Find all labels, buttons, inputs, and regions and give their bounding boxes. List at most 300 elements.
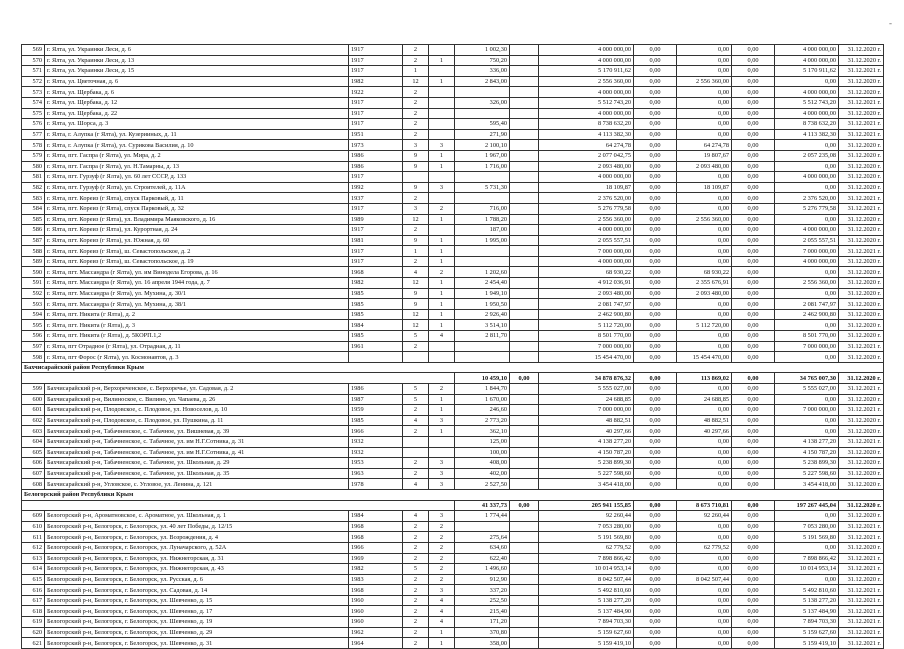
cell-deadline: 31.12.2020 г. [839, 182, 884, 193]
cell-fund-d: 5 159 627,60 [775, 627, 839, 638]
cell-total-cost: 4 150 787,20 [539, 447, 634, 458]
cell-address: г. Ялта, г. Алупка (г Ялта), ул. Сурикова Василия, д. 10 [45, 140, 349, 151]
table-row [22, 532, 884, 543]
cell-floors: 4 [403, 415, 429, 426]
cell-deadline: 31.12.2021 г. [839, 203, 884, 214]
cell-year-built: 1985 [349, 331, 403, 342]
cell-fund-a: 0,00 [634, 553, 677, 564]
total-deadline: 31.12.2020 г. [839, 500, 884, 511]
cell-fund-b: 0,00 [677, 246, 732, 257]
cell-year-built: 1986 [349, 384, 403, 395]
cell-extra [510, 426, 539, 437]
cell-year-built: 1937 [349, 193, 403, 204]
cell-row-number: 591 [22, 278, 45, 289]
cell-area: 125,00 [455, 436, 510, 447]
cell-row-number: 598 [22, 352, 45, 363]
cell-extra [510, 341, 539, 352]
cell-deadline: 31.12.2020 г. [839, 468, 884, 479]
cell-fund-c: 0,00 [732, 203, 775, 214]
cell-area: 326,00 [455, 97, 510, 108]
cell-fund-d: 2 462 900,80 [775, 309, 839, 320]
cell-entrances: 1 [429, 638, 455, 649]
cell-extra [510, 617, 539, 628]
table-row [22, 542, 884, 553]
cell-fund-a: 0,00 [634, 97, 677, 108]
cell-address: Белогорский р-н, Белогорск, г. Белогорск, ул. Возрождения, д. 4 [45, 532, 349, 543]
table-row [22, 45, 884, 56]
cell-total-cost: 92 260,44 [539, 511, 634, 522]
cell-address: г. Ялта, г. Алупка (г Ялта), ул. Кузерииных, д. 11 [45, 129, 349, 140]
cell-year-built: 1917 [349, 225, 403, 236]
cell-entrances [429, 66, 455, 77]
cell-fund-c: 0,00 [732, 606, 775, 617]
cell-extra [510, 299, 539, 310]
cell-address: г. Ялта, ул. Щербака, д. 22 [45, 108, 349, 119]
cell-floors: 3 [403, 203, 429, 214]
cell-area: 362,10 [455, 426, 510, 437]
cell-fund-d: 0,00 [775, 394, 839, 405]
cell-fund-d: 0,00 [775, 426, 839, 437]
cell-deadline: 31.12.2020 г. [839, 278, 884, 289]
cell-fund-d: 0,00 [775, 511, 839, 522]
cell-fund-d: 0,00 [775, 288, 839, 299]
cell-row-number: 597 [22, 341, 45, 352]
cell-fund-c: 0,00 [732, 140, 775, 151]
corner-mark: - [889, 18, 892, 28]
cell-fund-b: 2 556 360,00 [677, 76, 732, 87]
cell-row-number: 604 [22, 436, 45, 447]
cell-address: Белогорский р-н, Белогорск, г. Белогорск, ул. 40 лет Победы, д. 12/15 [45, 521, 349, 532]
cell-address: г. Ялта, пгт. Кореиз (г Ялта), ул. Южная, д. 60 [45, 235, 349, 246]
cell-year-built: 1922 [349, 87, 403, 98]
cell-year-built: 1962 [349, 627, 403, 638]
cell-year-built: 1985 [349, 415, 403, 426]
cell-entrances [429, 436, 455, 447]
cell-fund-c: 0,00 [732, 341, 775, 352]
cell-entrances: 2 [429, 384, 455, 395]
cell-fund-a: 0,00 [634, 214, 677, 225]
cell-fund-c: 0,00 [732, 394, 775, 405]
cell-fund-b: 64 274,78 [677, 140, 732, 151]
cell-year-built: 1987 [349, 394, 403, 405]
cell-entrances: 1 [429, 214, 455, 225]
cell-extra [510, 246, 539, 257]
cell-row-number: 585 [22, 214, 45, 225]
cell-fund-a: 0,00 [634, 606, 677, 617]
cell-row-number: 617 [22, 595, 45, 606]
cell-deadline: 31.12.2021 г. [839, 66, 884, 77]
cell-extra [510, 331, 539, 342]
cell-extra [510, 182, 539, 193]
cell-area: 622,40 [455, 553, 510, 564]
cell-floors: 9 [403, 235, 429, 246]
cell-fund-b: 68 930,22 [677, 267, 732, 278]
table-row [22, 352, 884, 363]
cell-row-number: 615 [22, 574, 45, 585]
cell-fund-d: 5 555 027,00 [775, 384, 839, 395]
cell-fund-b: 0,00 [677, 458, 732, 469]
cell-entrances: 3 [429, 468, 455, 479]
cell-row-number: 572 [22, 76, 45, 87]
cell-year-built: 1961 [349, 341, 403, 352]
table-row [22, 320, 884, 331]
cell-fund-a: 0,00 [634, 564, 677, 575]
cell-total-cost: 4 000 000,00 [539, 87, 634, 98]
cell-floors: 12 [403, 214, 429, 225]
cell-fund-b: 0,00 [677, 129, 732, 140]
cell-year-built: 1966 [349, 542, 403, 553]
cell-entrances: 4 [429, 331, 455, 342]
cell-fund-c: 0,00 [732, 574, 775, 585]
cell-extra [510, 638, 539, 649]
cell-fund-c: 0,00 [732, 426, 775, 437]
cell-year-built: 1959 [349, 405, 403, 416]
cell-address: Белогорский р-н, Белогорск, г. Белогорск, ул. Шевченко, д. 17 [45, 606, 349, 617]
cell-year-built: 1969 [349, 553, 403, 564]
cell-area: 187,00 [455, 225, 510, 236]
cell-fund-d: 5 138 277,20 [775, 595, 839, 606]
cell-fund-c: 0,00 [732, 267, 775, 278]
cell-deadline: 31.12.2021 г. [839, 341, 884, 352]
cell-fund-c: 0,00 [732, 595, 775, 606]
cell-area: 215,40 [455, 606, 510, 617]
cell-year-built: 1983 [349, 574, 403, 585]
cell-floors: 2 [403, 426, 429, 437]
cell-year-built: 1917 [349, 172, 403, 183]
cell-address: г. Ялта, пгт Форос (г Ялта), ул. Космонавтов, д. 3 [45, 352, 349, 363]
cell-extra [510, 76, 539, 87]
cell-entrances [429, 447, 455, 458]
cell-fund-a: 0,00 [634, 108, 677, 119]
cell-total-cost: 5 112 720,00 [539, 320, 634, 331]
cell-total-cost: 5 159 627,60 [539, 627, 634, 638]
cell-total-cost: 10 014 953,14 [539, 564, 634, 575]
cell-fund-d: 7 000 000,00 [775, 341, 839, 352]
cell-fund-d: 8 501 770,00 [775, 331, 839, 342]
cell-floors: 2 [403, 87, 429, 98]
cell-address: Бахчисарайский р-н, Табачненское, с. Табачное, ул. Школьная, д. 35 [45, 468, 349, 479]
cell-row-number: 616 [22, 585, 45, 596]
cell-year-built: 1917 [349, 66, 403, 77]
table-row [22, 479, 884, 490]
cell-entrances [429, 172, 455, 183]
cell-fund-d: 0,00 [775, 415, 839, 426]
cell-fund-d: 5 492 810,60 [775, 585, 839, 596]
cell-deadline: 31.12.2020 г. [839, 426, 884, 437]
cell-entrances: 2 [429, 267, 455, 278]
cell-fund-a: 0,00 [634, 225, 677, 236]
cell-row-number: 581 [22, 172, 45, 183]
cell-deadline: 31.12.2021 г. [839, 119, 884, 130]
cell-fund-a: 0,00 [634, 246, 677, 257]
cell-fund-c: 0,00 [732, 553, 775, 564]
cell-entrances: 3 [429, 182, 455, 193]
cell-floors: 2 [403, 468, 429, 479]
cell-total-cost: 2 093 480,00 [539, 161, 634, 172]
cell-fund-b: 0,00 [677, 193, 732, 204]
cell-area: 370,80 [455, 627, 510, 638]
cell-total-cost: 8 501 770,00 [539, 331, 634, 342]
cell-address: Белогорский р-н, Белогорск, г. Белогорск, ул. Нижнегорская, д. 43 [45, 564, 349, 575]
cell-fund-d: 5 276 779,58 [775, 203, 839, 214]
cell-area: 1 844,70 [455, 384, 510, 395]
cell-row-number: 575 [22, 108, 45, 119]
cell-fund-b: 48 882,51 [677, 415, 732, 426]
cell-area: 2 527,50 [455, 479, 510, 490]
cell-entrances: 1 [429, 288, 455, 299]
cell-entrances: 3 [429, 479, 455, 490]
cell-fund-a: 0,00 [634, 595, 677, 606]
cell-fund-c: 0,00 [732, 521, 775, 532]
total-deadline: 31.12.2020 г. [839, 373, 884, 384]
cell-extra [510, 415, 539, 426]
cell-year-built: 1960 [349, 617, 403, 628]
cell-area: 1 496,60 [455, 564, 510, 575]
cell-fund-b: 0,00 [677, 479, 732, 490]
cell-area: 408,00 [455, 458, 510, 469]
cell-fund-d: 4 113 382,30 [775, 129, 839, 140]
table-row [22, 331, 884, 342]
cell-fund-a: 0,00 [634, 341, 677, 352]
cell-address: г. Ялта, ул. Украинки Леси, д. 6 [45, 45, 349, 56]
cell-fund-c: 0,00 [732, 447, 775, 458]
cell-floors: 2 [403, 108, 429, 119]
cell-fund-d: 0,00 [775, 320, 839, 331]
cell-fund-c: 0,00 [732, 542, 775, 553]
cell-row-number: 596 [22, 331, 45, 342]
housing-register-table [21, 44, 884, 649]
cell-deadline: 31.12.2021 г. [839, 585, 884, 596]
cell-deadline: 31.12.2020 г. [839, 331, 884, 342]
cell-floors: 2 [403, 55, 429, 66]
cell-entrances: 1 [429, 309, 455, 320]
cell-fund-c: 0,00 [732, 458, 775, 469]
cell-address: г. Ялта, ул. Украинки Леси, д. 15 [45, 66, 349, 77]
cell-row-number: 613 [22, 553, 45, 564]
cell-fund-d: 4 000 000,00 [775, 45, 839, 56]
cell-deadline: 31.12.2020 г. [839, 161, 884, 172]
cell-entrances: 1 [429, 394, 455, 405]
cell-year-built: 1968 [349, 585, 403, 596]
cell-deadline: 31.12.2021 г. [839, 606, 884, 617]
total-fund-a: 0,00 [634, 500, 677, 511]
cell-entrances [429, 97, 455, 108]
cell-floors: 2 [403, 405, 429, 416]
table-row [22, 235, 884, 246]
cell-year-built: 1951 [349, 129, 403, 140]
cell-deadline: 31.12.2021 г. [839, 246, 884, 257]
cell-deadline: 31.12.2021 г. [839, 521, 884, 532]
total-fund-a: 0,00 [634, 373, 677, 384]
cell-row-number: 612 [22, 542, 45, 553]
cell-address: Белогорский р-н, Белогорск, г. Белогорск, ул. Шевченко, д. 15 [45, 595, 349, 606]
cell-total-cost: 15 454 470,00 [539, 352, 634, 363]
cell-fund-d: 2 376 520,00 [775, 193, 839, 204]
table-row [22, 521, 884, 532]
cell-area [455, 87, 510, 98]
total-fund-c: 0,00 [732, 500, 775, 511]
cell-fund-c: 0,00 [732, 532, 775, 543]
cell-fund-a: 0,00 [634, 638, 677, 649]
cell-year-built [349, 352, 403, 363]
cell-total-cost: 64 274,78 [539, 140, 634, 151]
cell-fund-c: 0,00 [732, 415, 775, 426]
cell-deadline: 31.12.2020 г. [839, 394, 884, 405]
cell-fund-d: 4 000 000,00 [775, 225, 839, 236]
cell-area: 1 002,30 [455, 45, 510, 56]
cell-address: г. Ялта, пгт. Кореиз (г Ялта), ш. Севастопольское, д. 2 [45, 246, 349, 257]
cell-entrances [429, 341, 455, 352]
cell-year-built: 1968 [349, 521, 403, 532]
cell-fund-c: 0,00 [732, 45, 775, 56]
cell-extra [510, 511, 539, 522]
cell-row-number: 601 [22, 405, 45, 416]
cell-entrances: 2 [429, 574, 455, 585]
cell-fund-b: 18 109,87 [677, 182, 732, 193]
table-row [22, 87, 884, 98]
cell-extra [510, 66, 539, 77]
cell-extra [510, 574, 539, 585]
cell-entrances: 2 [429, 532, 455, 543]
cell-row-number: 606 [22, 458, 45, 469]
cell-address: г. Ялта, пгт. Кореиз (г Ялта), спуск Парковый, д. 11 [45, 193, 349, 204]
cell-fund-b: 2 093 480,00 [677, 288, 732, 299]
cell-total-cost: 7 000 000,00 [539, 405, 634, 416]
cell-area: 2 811,70 [455, 331, 510, 342]
cell-area: 402,00 [455, 468, 510, 479]
cell-floors: 1 [403, 246, 429, 257]
cell-row-number: 603 [22, 426, 45, 437]
cell-fund-c: 0,00 [732, 256, 775, 267]
cell-address: г. Ялта, пгт. Гаспра (г Ялта), ул. Н.Тамарны, д. 13 [45, 161, 349, 172]
cell-fund-a: 0,00 [634, 331, 677, 342]
cell-address: Белогорский р-н, Ароматновское, с. Ароматное, ул. Школьная, д. 1 [45, 511, 349, 522]
cell-total-cost: 2 081 747,97 [539, 299, 634, 310]
cell-floors: 2 [403, 458, 429, 469]
cell-entrances: 4 [429, 617, 455, 628]
cell-fund-d: 0,00 [775, 352, 839, 363]
cell-extra [510, 521, 539, 532]
cell-fund-b: 0,00 [677, 119, 732, 130]
cell-total-cost: 2 556 360,00 [539, 214, 634, 225]
cell-total-cost: 7 898 866,42 [539, 553, 634, 564]
cell-entrances [429, 129, 455, 140]
cell-fund-a: 0,00 [634, 394, 677, 405]
cell-year-built: 1917 [349, 256, 403, 267]
cell-entrances [429, 45, 455, 56]
cell-extra [510, 468, 539, 479]
cell-year-built: 1981 [349, 235, 403, 246]
cell-total-cost: 68 930,22 [539, 267, 634, 278]
cell-address: г. Ялта, пгт. Гурзуф (г Ялта), ул. Строителей, д. 11А [45, 182, 349, 193]
table-row [22, 182, 884, 193]
cell-total-cost: 4 912 036,91 [539, 278, 634, 289]
cell-deadline: 31.12.2020 г. [839, 447, 884, 458]
cell-fund-a: 0,00 [634, 436, 677, 447]
cell-address: Бахчисарайский р-н, Плодовское, с. Плодовое, ул. Пушкина, д. 11 [45, 415, 349, 426]
cell-extra [510, 278, 539, 289]
cell-row-number: 611 [22, 532, 45, 543]
cell-fund-c: 0,00 [732, 299, 775, 310]
cell-fund-d: 5 191 569,80 [775, 532, 839, 543]
cell-entrances: 2 [429, 564, 455, 575]
table-row [22, 564, 884, 575]
cell-area [455, 193, 510, 204]
cell-year-built: 1932 [349, 436, 403, 447]
cell-fund-c: 0,00 [732, 97, 775, 108]
cell-fund-b: 0,00 [677, 468, 732, 479]
cell-floors: 2 [403, 617, 429, 628]
cell-address: г. Ялта, пгт. Никита (г Ялта), д. 2 [45, 309, 349, 320]
cell-fund-c: 0,00 [732, 150, 775, 161]
table-row [22, 161, 884, 172]
cell-fund-b: 0,00 [677, 97, 732, 108]
cell-year-built: 1966 [349, 426, 403, 437]
cell-fund-d: 0,00 [775, 140, 839, 151]
cell-fund-d: 0,00 [775, 214, 839, 225]
cell-row-number: 593 [22, 299, 45, 310]
cell-fund-d: 5 159 419,10 [775, 638, 839, 649]
cell-fund-d: 2 081 747,97 [775, 299, 839, 310]
cell-fund-d: 4 000 000,00 [775, 108, 839, 119]
cell-deadline: 31.12.2021 г. [839, 436, 884, 447]
cell-fund-d: 5 170 911,62 [775, 66, 839, 77]
cell-floors: 12 [403, 320, 429, 331]
cell-row-number: 573 [22, 87, 45, 98]
cell-area: 912,90 [455, 574, 510, 585]
table-body [22, 45, 884, 649]
cell-fund-a: 0,00 [634, 617, 677, 628]
cell-floors: 2 [403, 193, 429, 204]
cell-floors: 4 [403, 479, 429, 490]
table-row [22, 140, 884, 151]
table-row [22, 638, 884, 649]
cell-entrances [429, 193, 455, 204]
cell-fund-a: 0,00 [634, 172, 677, 183]
cell-fund-c: 0,00 [732, 468, 775, 479]
cell-area: 246,60 [455, 405, 510, 416]
cell-entrances: 1 [429, 235, 455, 246]
cell-entrances: 4 [429, 595, 455, 606]
cell-extra [510, 55, 539, 66]
cell-entrances [429, 119, 455, 130]
cell-entrances: 2 [429, 521, 455, 532]
cell-row-number: 571 [22, 66, 45, 77]
table-row [22, 436, 884, 447]
section-title: Белогорский район Республики Крым [22, 489, 884, 500]
cell-fund-b: 62 779,52 [677, 542, 732, 553]
cell-extra [510, 140, 539, 151]
cell-row-number: 584 [22, 203, 45, 214]
cell-fund-a: 0,00 [634, 87, 677, 98]
table-row [22, 193, 884, 204]
cell-fund-c: 0,00 [732, 119, 775, 130]
cell-total-cost: 18 109,87 [539, 182, 634, 193]
cell-entrances: 3 [429, 140, 455, 151]
cell-address: г. Ялта, пгт. Гурзуф (г Ялта), ул. 60 лет СССР, д. 133 [45, 172, 349, 183]
cell-fund-b: 0,00 [677, 341, 732, 352]
cell-entrances [429, 225, 455, 236]
cell-year-built: 1953 [349, 458, 403, 469]
cell-entrances: 1 [429, 161, 455, 172]
cell-extra [510, 45, 539, 56]
cell-extra [510, 97, 539, 108]
cell-fund-d: 10 014 953,14 [775, 564, 839, 575]
cell-deadline: 31.12.2020 г. [839, 415, 884, 426]
cell-extra [510, 436, 539, 447]
cell-area: 2 100,10 [455, 140, 510, 151]
table-row [22, 627, 884, 638]
